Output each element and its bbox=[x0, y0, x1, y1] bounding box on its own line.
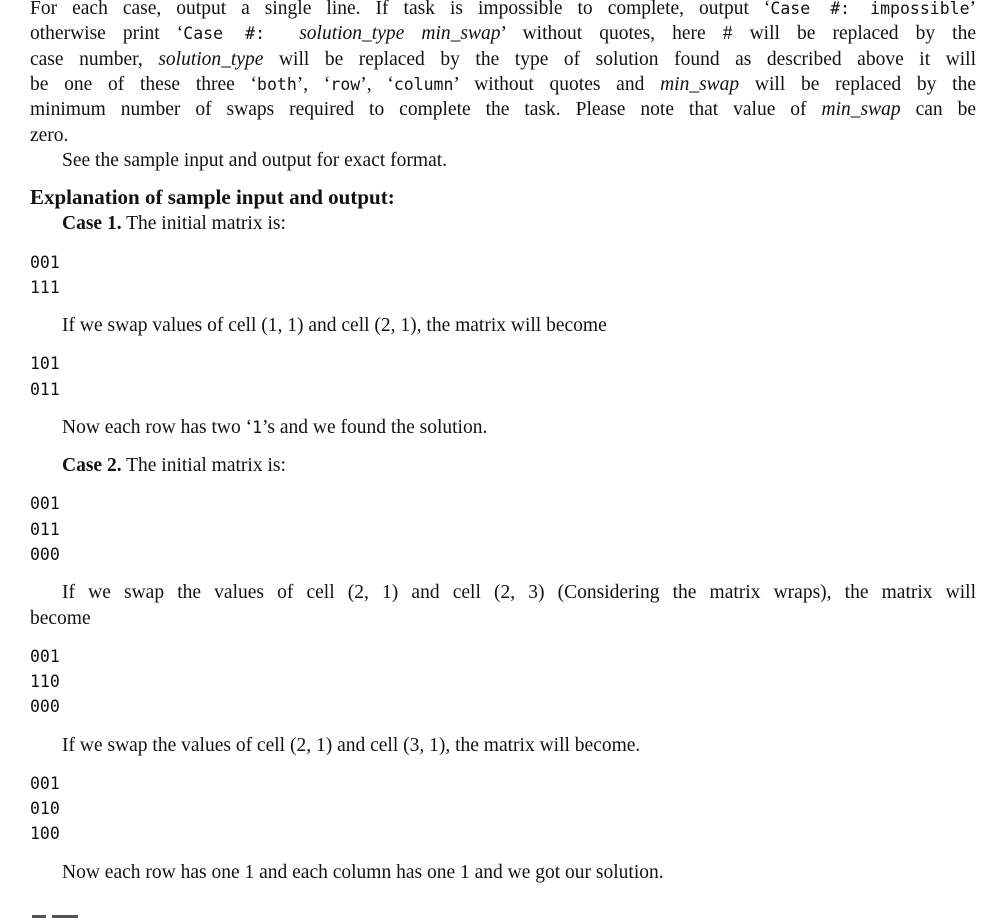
case2-intro: Case 2. The initial matrix is: bbox=[62, 455, 286, 476]
output-para-line-4: be one of these three ‘both’, ‘row’, ‘column’ without quotes and min_swap will be replaced by the bbox=[30, 74, 976, 95]
output-para-line-6: zero. bbox=[30, 125, 69, 146]
output-para-line-7: See the sample input and output for exact format. bbox=[62, 150, 448, 171]
output-para-line-2: otherwise print ‘Case #: solution_type min_swap’ without quotes, here # will be replaced by the bbox=[30, 23, 976, 44]
case1-matrix-1-row-2: 111 bbox=[30, 278, 60, 297]
case2-swap1-line-1: If we swap the values of cell (2, 1) and cell (2, 3) (Considering the matrix wraps), the matrix will bbox=[62, 582, 976, 603]
case2-swap2-text: If we swap the values of cell (2, 1) and cell (3, 1), the matrix will become. bbox=[62, 735, 641, 756]
case2-matrix-2-row-2: 110 bbox=[30, 672, 60, 691]
section-heading: Explanation of sample input and output: bbox=[30, 185, 395, 209]
case2-matrix-1-row-2: 011 bbox=[30, 520, 60, 539]
case2-matrix-2-row-3: 000 bbox=[30, 697, 60, 716]
code-case: Case #: bbox=[183, 24, 266, 43]
case1-swap-text: If we swap values of cell (1, 1) and cell (2, 1), the matrix will become bbox=[62, 315, 607, 336]
case2-matrix-2-row-1: 001 bbox=[30, 647, 60, 666]
output-para-line-1: For each case, output a single line. If task is impossible to complete, output ‘Case #: impossible’ bbox=[30, 0, 976, 19]
case1-matrix-2-row-1: 101 bbox=[30, 354, 60, 373]
code-impossible: Case #: impossible bbox=[770, 0, 970, 18]
case1-matrix-2-row-2: 011 bbox=[30, 380, 60, 399]
case2-conclusion: Now each row has one 1 and each column has one 1 and we got our solution. bbox=[62, 862, 664, 883]
output-para-line-3: case number, solution_type will be replaced by the type of solution found as described above it will bbox=[30, 49, 976, 70]
case2-matrix-3-row-2: 010 bbox=[30, 799, 60, 818]
cut-off-text-fragment bbox=[30, 912, 90, 920]
case2-matrix-3-row-3: 100 bbox=[30, 824, 60, 843]
case2-matrix-3-row-1: 001 bbox=[30, 774, 60, 793]
output-para-line-5: minimum number of swaps required to complete the task. Please note that value of min_swap can be bbox=[30, 99, 977, 120]
case2-matrix-1-row-3: 000 bbox=[30, 545, 60, 564]
case1-intro: Case 1. The initial matrix is: bbox=[62, 213, 286, 234]
case1-matrix-1-row-1: 001 bbox=[30, 253, 60, 272]
case2-matrix-1-row-1: 001 bbox=[30, 494, 60, 513]
case2-swap1-line-2: become bbox=[30, 608, 91, 629]
case1-conclusion: Now each row has two ‘1’s and we found the solution. bbox=[62, 417, 488, 438]
